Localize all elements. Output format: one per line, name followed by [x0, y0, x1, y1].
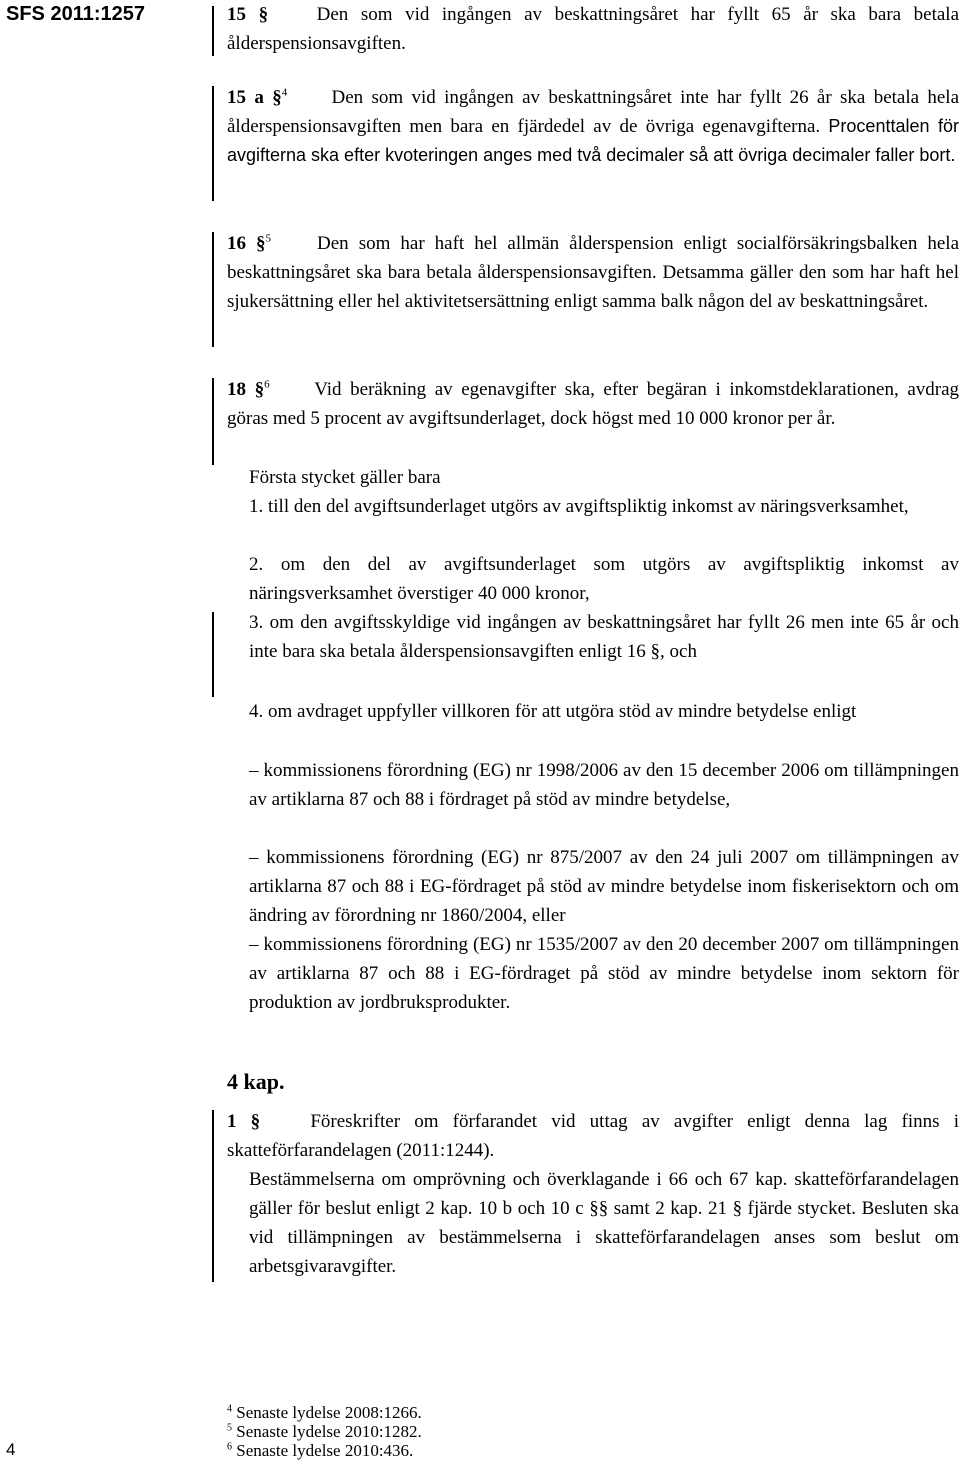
footnote-mark: 5: [227, 1422, 232, 1434]
page-number: 4: [6, 1440, 16, 1459]
paragraph-text-amended: Procenttalen för avgifterna ska efter kvoteringen anges med två decimaler så att övriga decimaler faller bort.: [227, 116, 960, 165]
dash-item: – kommissionens förordning (EG) nr 1535/2007 av den 20 december 2007 om tillämpningen av artiklarna 87 och 88 i EG-fördraget på stöd av mindre betydelse inom sektorn för produktion av jordbruksprodukter.: [249, 934, 959, 1013]
list-item: 1. till den del avgiftsunderlaget utgörs av avgiftspliktig inkomst av näringsverksamhet,: [249, 496, 909, 517]
section-sign: §: [256, 233, 266, 254]
footnote-ref: 5: [265, 232, 272, 245]
paragraph-number: 18: [227, 379, 246, 400]
paragraph-number: 15: [227, 4, 246, 25]
footnote-ref: 6: [264, 378, 270, 391]
chapter4-paragraph-1: [227, 1107, 959, 1165]
paragraph-text: Vid beräkning av egenavgifter ska, efter begäran i inkomstdeklarationen, avdrag göras med 5 procent av avgiftsunderlaget, dock högst med 10 000 kronor per år.: [227, 379, 960, 429]
change-bar: [212, 612, 214, 697]
change-bar: [212, 1110, 214, 1282]
list-item: 2. om den del av avgiftsunderlaget som utgörs av avgiftspliktig inkomst av näringsverksamhet överstiger 40 000 kronor,: [249, 554, 959, 604]
change-bar: [212, 6, 214, 56]
paragraph-text: Den som vid ingången av beskattningsåret inte har fyllt 26 år ska betala hela ålderspensionsavgiften men bara en fjärdedel av de övriga egenavgifterna.: [227, 87, 960, 137]
paragraph-text: Föreskrifter om förfarandet vid uttag av avgifter enligt denna lag finns i skatteförfarandelagen (2011:1244).: [227, 1111, 959, 1161]
paragraph-15a: [227, 83, 959, 170]
paragraph-16: [227, 229, 959, 316]
paragraph-18: [227, 375, 959, 433]
change-bar: [212, 232, 214, 347]
section-sign: §: [250, 1111, 261, 1132]
change-bar: [212, 86, 214, 201]
list-item: 3. om den avgiftsskyldige vid ingången av beskattningsåret har fyllt 26 men inte 65 år och inte bara ska betala ålderspensionsavgiften enligt 16 §, och: [249, 612, 959, 662]
footnote-text: Senaste lydelse 2010:436.: [236, 1441, 414, 1460]
paragraph-15: [227, 0, 959, 58]
footnote-text: Senaste lydelse 2008:1266.: [236, 1403, 422, 1422]
section-sign: §: [258, 4, 269, 25]
sfs-number: SFS 2011:1257: [6, 3, 145, 25]
footnote-mark: 4: [227, 1403, 232, 1415]
footnote: [227, 1441, 422, 1460]
dash-item: – kommissionens förordning (EG) nr 875/2007 av den 24 juli 2007 om tillämpningen av artiklarna 87 och 88 i EG-fördraget på stöd av mindre betydelse inom fiskerisektorn och om ändring av förordning nr 1860/2004, eller: [249, 847, 959, 926]
paragraph-text: Den som vid ingången av beskattningsåret har fyllt 65 år ska bara betala ålderspensionsavgiften.: [227, 4, 960, 54]
footnotes: [227, 1403, 422, 1460]
chapter4-paragraph-1-second: Bestämmelserna om omprövning och överklagande i 66 och 67 kap. skatteförfarandelagen gäller för beslut enligt 2 kap. 10 b och 10 c §§ samt 2 kap. 21 § fjärde stycket. Besluten ska vid tillämpningen av bestämmelserna i skatteförfarandelagen anses som beslut om arbetsgivaravgifter.: [249, 1169, 959, 1277]
paragraph-number: 1: [227, 1111, 237, 1132]
footnote-ref: 4: [281, 86, 288, 99]
chapter-heading: 4 kap.: [227, 1069, 285, 1094]
list-item: 4. om avdraget uppfyller villkoren för att utgöra stöd av mindre betydelse enligt: [249, 701, 857, 722]
paragraph-number: 16: [227, 233, 246, 254]
footnote: [227, 1403, 422, 1422]
section-sign: §: [254, 379, 265, 400]
footnote-text: Senaste lydelse 2010:1282.: [236, 1422, 422, 1441]
paragraph-number: 15 a: [227, 87, 264, 108]
paragraph-text: Den som har haft hel allmän ålderspension enligt socialförsäkringsbalken hela beskattningsåret ska bara betala ålderspensionsavgiften. Detsamma gäller den som har haft hel sjukersättning eller hel aktivitetsersättning enligt samma balk någon del av beskattningsåret.: [227, 233, 960, 312]
change-bar: [212, 378, 214, 465]
dash-item: – kommissionens förordning (EG) nr 1998/2006 av den 15 december 2006 om tillämpningen av artiklarna 87 och 88 i fördraget på stöd av mindre betydelse,: [249, 760, 959, 810]
section-sign: §: [272, 87, 282, 108]
footnote: [227, 1422, 422, 1441]
footnote-mark: 6: [227, 1441, 232, 1453]
paragraph-18-intro: Första stycket gäller bara: [249, 467, 441, 488]
